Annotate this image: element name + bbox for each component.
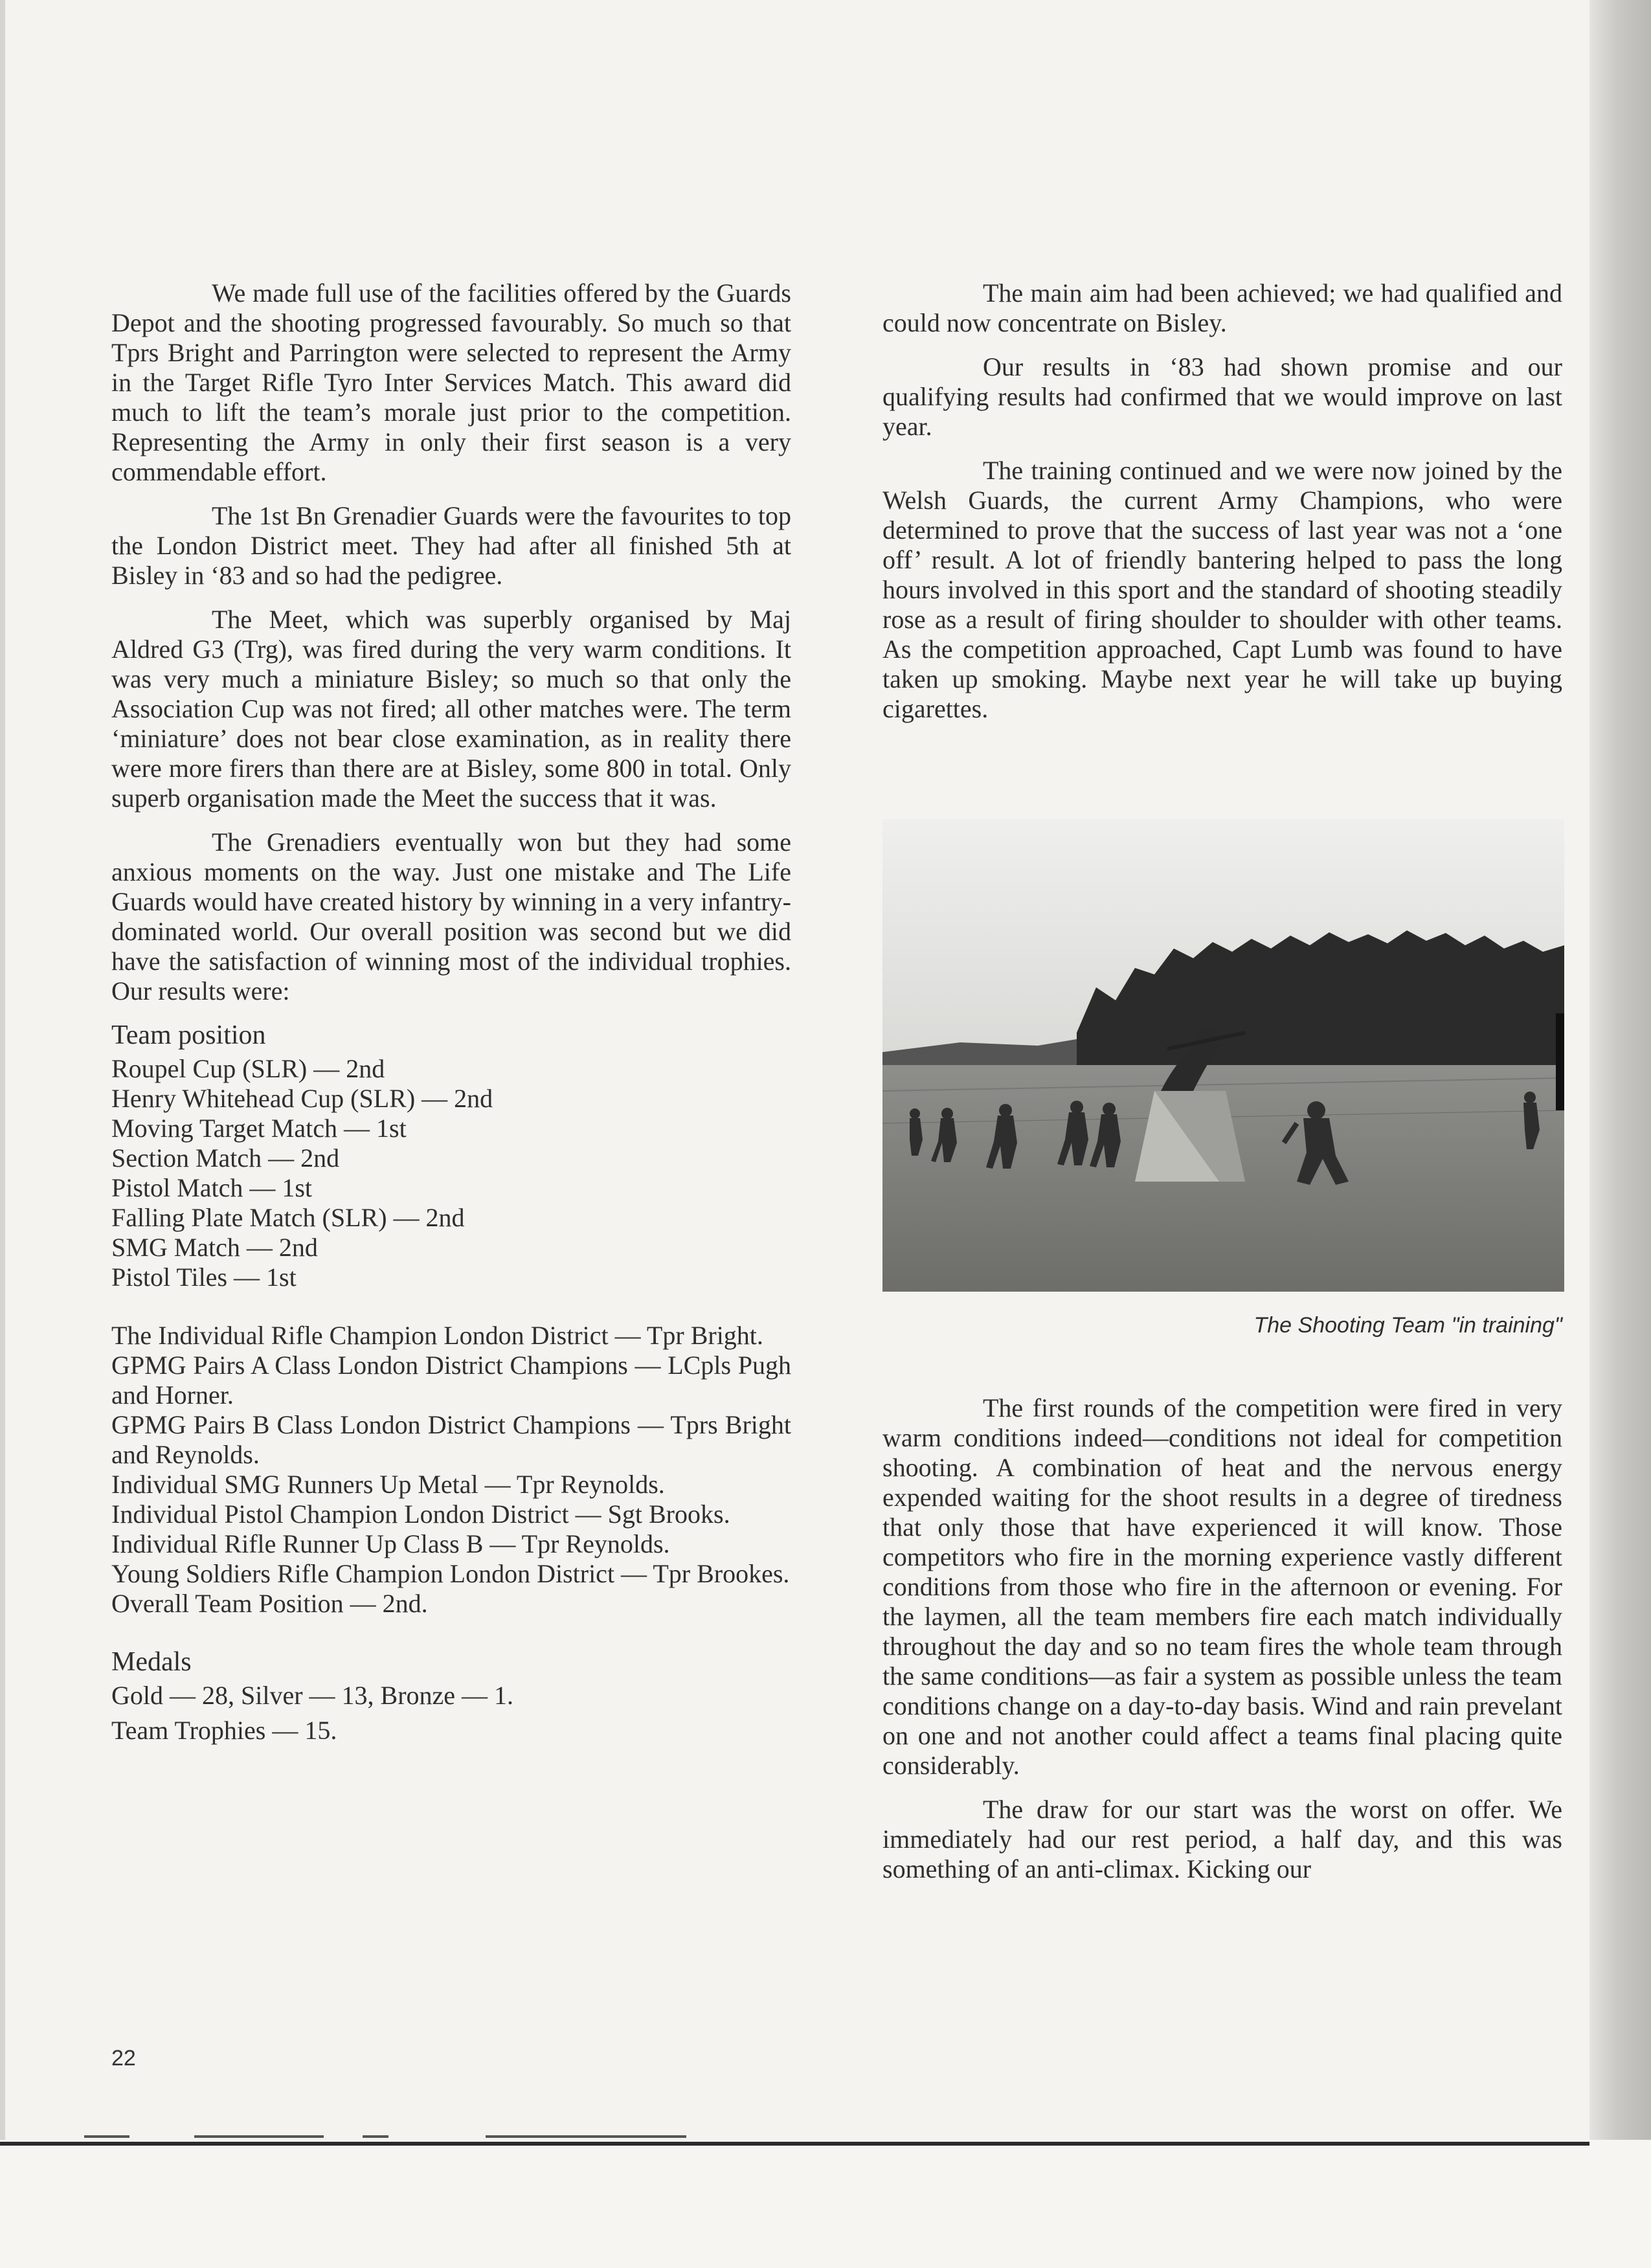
right-column-lower: [882, 1393, 1562, 1898]
paragraph: We made full use of the facilities offered by the Guards Depot and the shooting progressed favourably. So much so that Tprs Bright and Parrington were selected to represent the Army in the Target Rifle Tyro Inter Services Match. This award did much to lift the team’s morale just prior to the competition. Representing the Army in only their first season is a very commendable effort.: [111, 278, 791, 486]
list-item: GPMG Pairs B Class London District Champions — Tprs Bright and Reynolds.: [111, 1410, 791, 1469]
spacer: [111, 1292, 791, 1321]
page-number: 22: [111, 2046, 136, 2071]
list-item: Individual SMG Runners Up Metal — Tpr Reynolds.: [111, 1470, 665, 1499]
paragraph: The Grenadiers eventually won but they had some anxious moments on the way. Just one mistake and The Life Guards would have created history by winning in a very infantry-dominated world. Our overall position was second but we did have the satisfaction of winning most of the individual trophies. Our results were:: [111, 827, 791, 1005]
bottom-rule-segment: [363, 2135, 388, 2138]
list-item: Falling Plate Match (SLR) — 2nd: [111, 1203, 465, 1232]
bottom-rule: [0, 2142, 1589, 2146]
spacer: [111, 1619, 791, 1647]
list-item: Individual Pistol Champion London District — Sgt Brooks.: [111, 1499, 730, 1529]
list-item: Overall Team Position — 2nd.: [111, 1589, 428, 1618]
bottom-rule-segment: [84, 2135, 129, 2138]
list-item: Pistol Tiles — 1st: [111, 1263, 297, 1292]
page-bottom-margin: [0, 2140, 1651, 2268]
team-trophies-count: Team Trophies — 15.: [111, 1716, 337, 1745]
list-item: Henry Whitehead Cup (SLR) — 2nd: [111, 1084, 493, 1113]
paragraph: The first rounds of the competition were fired in very warm conditions indeed—conditions not ideal for competition shooting. A combination of heat and the nervous energy expended waiting for the shoot results in a degree of tiredness that only those that have experienced it will know. Those competitors who fire in the morning experience vastly different conditions from those who fire in the afternoon or evening. For the laymen, all the team members fire each match individually throughout the day and so no team fires the whole team through the same conditions—as fair a system as possible unless the team conditions change on a day-to-day basis. Wind and rain prevelant on one and not another could affect a teams final placing quite considerably.: [882, 1393, 1562, 1780]
bottom-rule-segment: [486, 2135, 686, 2138]
paragraph: Our results in ‘83 had shown promise and our qualifying results had confirmed that we would improve on last year.: [882, 352, 1562, 441]
page-binding-shadow: [1589, 0, 1651, 2268]
medals-count: Gold — 28, Silver — 13, Bronze — 1.: [111, 1681, 514, 1710]
page-left-edge: [0, 0, 5, 2268]
medals-heading: Medals: [111, 1647, 192, 1677]
left-column: [111, 278, 791, 1746]
list-item: GPMG Pairs A Class London District Champions — LCpls Pugh and Horner.: [111, 1351, 791, 1409]
list-item: Young Soldiers Rifle Champion London District — Tpr Brookes.: [111, 1559, 790, 1588]
list-item: Roupel Cup (SLR) — 2nd: [111, 1054, 385, 1083]
shooting-team-photo: [882, 819, 1564, 1292]
team-position-list: [111, 1054, 791, 1292]
team-position-heading: Team position: [111, 1020, 266, 1050]
list-item: SMG Match — 2nd: [111, 1233, 318, 1262]
photo-caption: The Shooting Team "in training": [1253, 1313, 1562, 1338]
paragraph: The Meet, which was superbly organised by Maj Aldred G3 (Trg), was fired during the very warm conditions. It was very much a miniature Bisley; so much so that only the Association Cup was not fired; all other matches were. The term ‘miniature’ does not bear close examination, as in reality there were more firers than there are at Bisley, some 800 in total. Only superb organisation made the Meet the success that it was.: [111, 605, 791, 813]
list-item: Pistol Match — 1st: [111, 1173, 313, 1202]
list-item: The Individual Rifle Champion London District — Tpr Bright.: [111, 1321, 763, 1350]
right-column-upper: [882, 278, 1562, 738]
paragraph: The main aim had been achieved; we had qualified and could now concentrate on Bisley.: [882, 278, 1562, 337]
paragraph: The draw for our start was the worst on offer. We immediately had our rest period, a half day, and this was something of an anti-climax. Kicking our: [882, 1795, 1562, 1883]
paragraph: The training continued and we were now joined by the Welsh Guards, the current Army Champions, who were determined to prove that the success of last year was not a ‘one off’ result. A lot of friendly bantering helped to pass the long hours involved in this sport and the standard of shooting steadily rose as a result of firing shoulder to shoulder with other teams. As the competition approached, Capt Lumb was found to have taken up smoking. Maybe next year he will take up buying cigarettes.: [882, 456, 1562, 723]
list-item: Section Match — 2nd: [111, 1143, 340, 1173]
list-item: Moving Target Match — 1st: [111, 1114, 407, 1143]
individual-results-list: [111, 1321, 791, 1619]
bottom-rule-segment: [194, 2135, 324, 2138]
list-item: Individual Rifle Runner Up Class B — Tpr Reynolds.: [111, 1529, 670, 1558]
paragraph: The 1st Bn Grenadier Guards were the favourites to top the London District meet. They had after all finished 5th at Bisley in ‘83 and so had the pedigree.: [111, 501, 791, 590]
